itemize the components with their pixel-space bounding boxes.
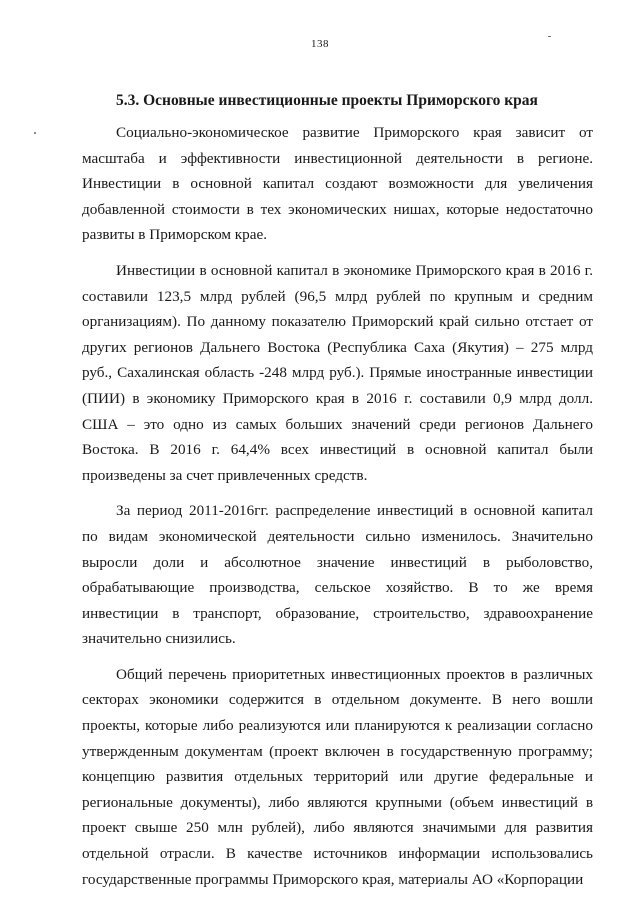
page-number: 138: [311, 38, 329, 50]
paragraph-2: Инвестиции в основной капитал в экономике Приморского края в 2016 г. составили 123,5 млрд рублей (96,5 млрд рублей по крупным и средним организациям). По данному показателю Приморский край сильно отстает от других регионов Дальнего Востока (Республика Саха (Якутия) – 275 млрд руб., Сахалинская область -248 млрд руб.). Прямые иностранные инвестиции (ПИИ) в экономику Приморского края в 2016 г. составили 0,9 млрд долл. США – это одно из самых больших значений среди регионов Дальнего Востока. В 2016 г. 64,4% всех инвестиций в основной капитал были произведены за счет привлеченных средств.: [82, 261, 593, 484]
scan-speck: [548, 36, 551, 37]
scan-speck: [34, 132, 36, 134]
paragraph-3: За период 2011-2016гг. распределение инвестиций в основной капитал по видам экономической деятельности сильно изменилось. Значительно выросли доли и абсолютное значение инвестиций в рыболовство, обрабатывающие производства, сельское хозяйство. В то же время инвестиции в транспорт, образование, строительство, здравоохранение значительно снизились.: [82, 502, 593, 648]
paragraph-4: Общий перечень приоритетных инвестиционных проектов в различных секторах экономики содержится в отдельном документе. В него вошли проекты, которые либо реализуются или планируются к реализации согласно утвержденным документам (проект включен в государственную программу; концепцию развития отдельных территорий или другие федеральные и региональные документы), либо являются крупными (объем инвестиций в проект свыше 250 млн рублей), либо являются значимыми для развития отдельной отрасли. В качестве источников информации использовались государственные программы Приморского края, материалы АО «Корпорации: [82, 665, 593, 888]
section-heading: 5.3. Основные инвестиционные проекты Приморского края: [116, 92, 538, 109]
body-text: [82, 120, 593, 902]
paragraph-1: Социально-экономическое развитие Приморского края зависит от масштаба и эффективности инвестиционной деятельности в регионе. Инвестиции в основной капитал создают возможности для увеличения добавленной стоимости в тех экономических нишах, которые недостаточно развиты в Приморском крае.: [82, 124, 593, 244]
